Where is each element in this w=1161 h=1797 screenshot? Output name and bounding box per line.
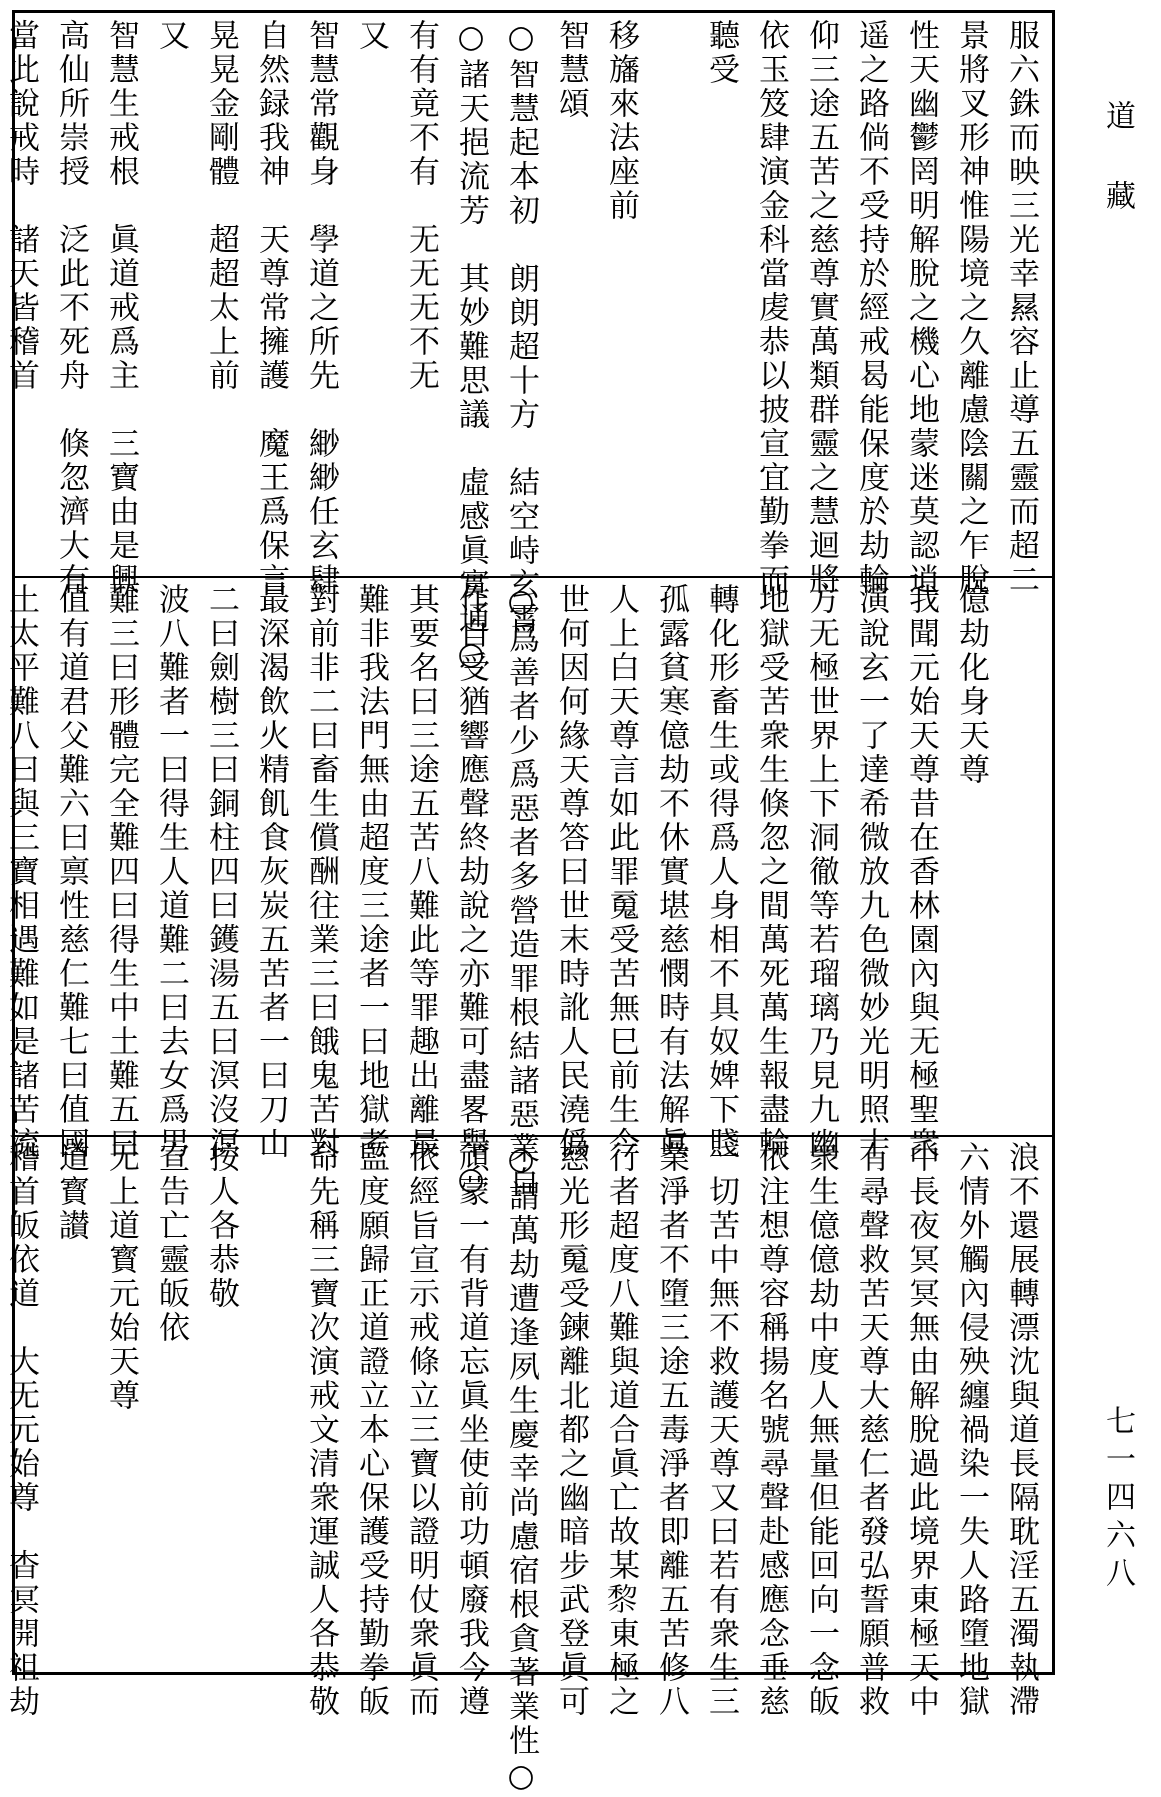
- text-column: 性天幽鬱罔明解脫之機心地蒙迷莫認逍: [903, 19, 939, 597]
- text-column: 景將叉形神惟陽境之久離慮陰關之乍脫: [953, 19, 989, 597]
- text-column: ○諸天挹流芳 其妙難思議 虛感眞實通○: [453, 19, 489, 675]
- text-column: 衆生億億劫中度人無量但能回向一念皈: [803, 1141, 839, 1719]
- text-column: 浪不還展轉漂沈與道長隔耽淫五濁執滯: [1003, 1141, 1039, 1719]
- text-column: 依玉笈肆演金科當䖍恭以披宣宜勤拳而: [753, 19, 789, 597]
- text-column: 宣告亡靈皈依: [153, 1141, 189, 1345]
- text-column: 世何因何緣天尊答曰世末時訛人民澆僞: [553, 583, 589, 1161]
- text-column: 自然録我神 天尊常擁護 魔王爲保言: [253, 19, 289, 597]
- text-column: [996, 583, 1046, 1129]
- text-column: 業淨者不墮三途五毒淨者即離五苦修八: [653, 1141, 689, 1719]
- text-column: 稽首皈依道 大无元始尊 杳冥開祖劫: [3, 1141, 39, 1719]
- text-column: 智慧常觀身 學道之所先 緲緲任玄肆: [303, 19, 339, 597]
- text-column: 作自受猶響應聲終劫說之亦難可盡畧舉○: [453, 583, 489, 1200]
- text-column: 波八難者一曰得生人道難二曰去女爲男: [153, 583, 189, 1161]
- text-column: 聽受: [703, 19, 739, 87]
- text-column: 地獄受苦衆生倏忽之間萬死萬生報盡輪: [753, 583, 789, 1161]
- text-column: 无上道寳元始天尊: [103, 1141, 139, 1413]
- text-column: 轉化形畜生或得爲人身相不具奴婢下賤: [703, 583, 739, 1161]
- text-column: 有有竟不有 无无无不无: [403, 19, 439, 393]
- text-column: 慈光形䰟受鍊離北都之幽暗步武登眞可: [553, 1141, 589, 1719]
- top-register: [3, 19, 1048, 675]
- text-column: 頑蒙一有背道忘眞坐使前功頓廢我今遵: [453, 1141, 489, 1719]
- text-column: 高仙所崇授 泛此不死舟 倏忽濟大有: [53, 19, 89, 597]
- text-column: 晃晃金剛體 超超太上前: [203, 19, 239, 393]
- text-column: 當此說戒時 諸天皆稽首: [3, 19, 39, 393]
- bottom-register: [3, 1141, 1048, 1797]
- page-frame: [3, 10, 1055, 1797]
- text-column: 依注想尊容稱揚名號尋聲赴感應念垂慈: [753, 1141, 789, 1719]
- text-column: 移旛來法座前: [603, 19, 639, 223]
- text-column: 人上白天尊言如此罪䰟受苦無巳前生今: [603, 583, 639, 1161]
- text-column: 又: [153, 19, 189, 53]
- text-column: [646, 19, 696, 571]
- text-column: [246, 1141, 296, 1671]
- text-column: 仰三途五苦之慈尊實萬類群靈之慧迴將: [803, 19, 839, 597]
- text-column: 我聞元始天尊昔在香林園內與无極聖衆: [903, 583, 939, 1161]
- text-column: 智慧頌: [553, 19, 589, 121]
- text-column: ○爲善者少爲惡者多營造罪根結諸惡業自: [503, 583, 539, 1200]
- text-column: 演說玄一了達希微放九色微妙光明照十: [853, 583, 889, 1161]
- text-column: 值有道君父難六曰禀性慈仁難七曰值國: [53, 583, 89, 1161]
- text-column: 孤露貧寒億劫不休實堪慈憫時有法解眞: [653, 583, 689, 1161]
- text-column: ○智慧起本初 朗朗超十方 結空峙玄霄: [503, 19, 539, 636]
- text-column: 其要名曰三途五苦八難此等罪趣出離最: [403, 583, 439, 1161]
- text-column: 最深渴飲火精飢食灰炭五苦者一曰刀山: [253, 583, 289, 1161]
- text-column: 智慧生戒根 眞道戒爲主 三寶由是興: [103, 19, 139, 597]
- text-column: 監度願歸正道證立本心保護受持勤拳皈: [353, 1141, 389, 1719]
- text-column: 遥之路倘不受持於經戒曷能保度於劫輪: [853, 19, 889, 597]
- text-column: 一切苦中無不救護天尊又曰若有衆生三: [703, 1141, 739, 1719]
- text-column: ○謂萬劫遭逢夙生慶幸尚慮宿根貪著業性○: [503, 1141, 539, 1797]
- text-column: 六情外觸內侵殃纏禍染一失人路墮地獄: [953, 1141, 989, 1719]
- text-column: 難三曰形體完全難四曰得生中土難五曰: [103, 583, 139, 1161]
- text-column: 又: [353, 19, 389, 53]
- text-column: 道寳讃: [53, 1141, 89, 1243]
- text-column: 難非我法門無由超度三途者一曰地獄考: [353, 583, 389, 1161]
- text-column: 二曰劍樹三曰銅柱四曰鑊湯五曰溟沒溟: [203, 583, 239, 1161]
- text-column: 命先稱三寶次演戒文清衆運誠人各恭敬: [303, 1141, 339, 1719]
- text-column: 土太平難八曰與三寶相遇難如是諸苦流: [3, 583, 39, 1161]
- book-title: 道藏: [1100, 100, 1135, 260]
- text-column: 億劫化身天尊: [953, 583, 989, 787]
- text-column: 方无極世界上下洞徹等若瑠璃乃見九幽: [803, 583, 839, 1161]
- text-column: 行者超度八難與道合眞亡故某𥟖東極之: [603, 1141, 639, 1719]
- page-number: 七一四六八: [1100, 1405, 1135, 1595]
- text-column: 按人各恭敬: [203, 1141, 239, 1311]
- text-column: 有尋聲救苦天尊大慈仁者發弘誓願普救: [853, 1141, 889, 1719]
- text-column: 中長夜冥冥無由解脫過此境界東極天中: [903, 1141, 939, 1719]
- text-column: 依經旨宣示戒條立三寶以證明仗衆眞而: [403, 1141, 439, 1719]
- text-column: 對前非二曰畜生償酬往業三曰餓鬼苦對: [303, 583, 339, 1161]
- text-column: 服六銖而映三光幸㬎容止導五靈而超二: [1003, 19, 1039, 597]
